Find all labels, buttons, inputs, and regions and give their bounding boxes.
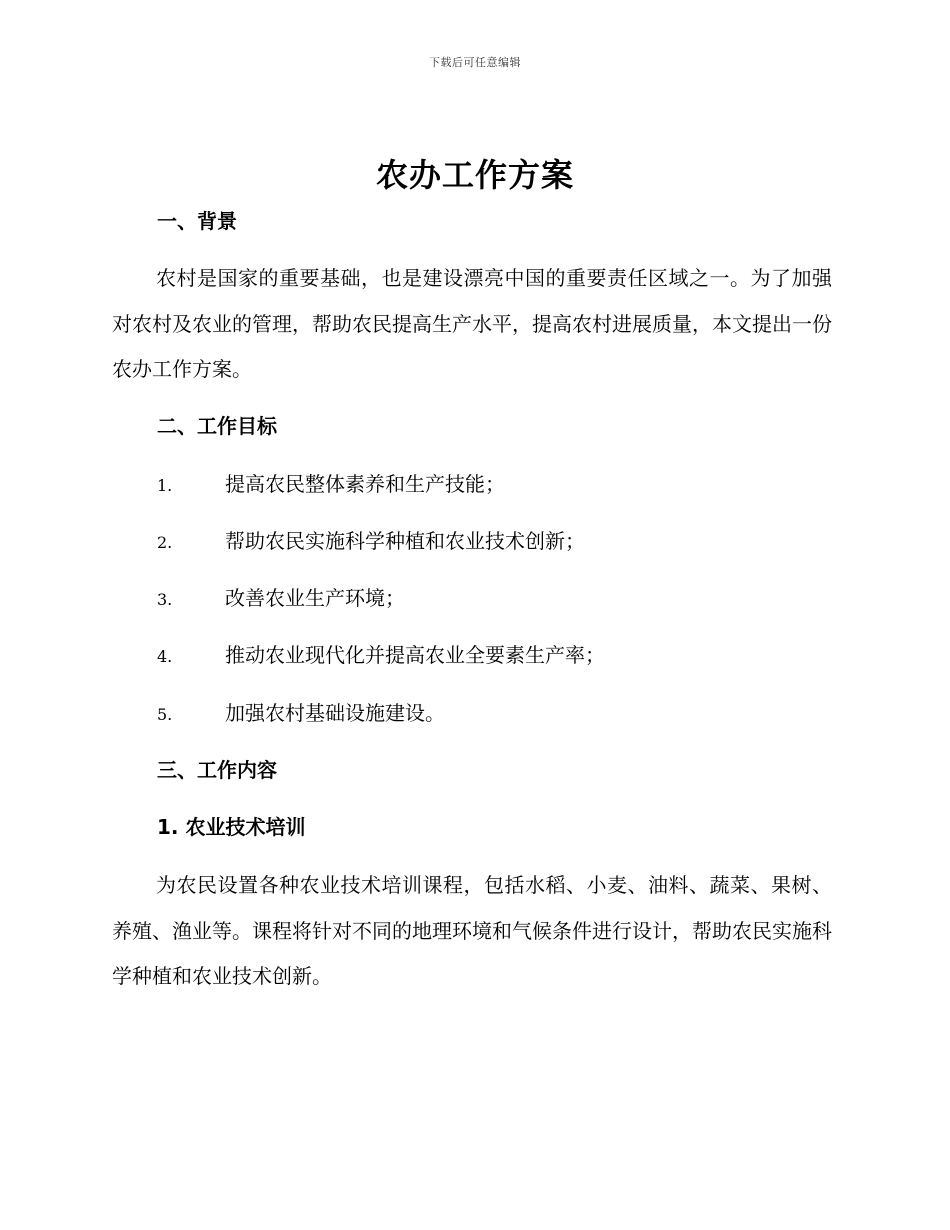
document-title: 农办工作方案 bbox=[375, 156, 574, 194]
subsection-heading-training: 1. 农业技术培训 bbox=[157, 815, 306, 839]
list-text: 改善农业生产环境； bbox=[225, 586, 405, 610]
list-text: 推动农业现代化并提高农业全要素生产率； bbox=[225, 643, 605, 667]
goal-list-item bbox=[157, 699, 445, 729]
list-text: 加强农村基础设施建设。 bbox=[225, 701, 445, 725]
background-paragraph: 农村是国家的重要基础，也是建设漂亮中国的重要责任区域之一。为了加强对农村及农业的管理，帮助农民提高生产水平，提高农村进展质量，本文提出一份农办工作方案。 bbox=[112, 266, 832, 381]
goal-list-item bbox=[157, 527, 585, 557]
list-text: 提高农民整体素养和生产技能； bbox=[225, 472, 505, 496]
list-text: 帮助农民实施科学种植和农业技术创新； bbox=[225, 529, 585, 553]
list-number: 3. bbox=[157, 590, 173, 609]
list-number: 4. bbox=[157, 647, 173, 666]
section-heading-goals: 二、工作目标 bbox=[157, 414, 277, 438]
goal-list-item bbox=[157, 470, 505, 500]
list-number: 1. bbox=[157, 476, 173, 495]
training-paragraph: 为农民设置各种农业技术培训课程，包括水稻、小麦、油料、蔬菜、果树、养殖、渔业等。课程将针对不同的地理环境和气候条件进行设计，帮助农民实施科学种植和农业技术创新。 bbox=[112, 873, 832, 988]
section-heading-content: 三、工作内容 bbox=[157, 758, 277, 782]
list-number: 5. bbox=[157, 705, 173, 724]
list-number: 2. bbox=[157, 533, 173, 552]
goal-list-item bbox=[157, 584, 405, 614]
section-heading-background: 一、背景 bbox=[157, 209, 237, 233]
goal-list-item bbox=[157, 641, 605, 671]
header-note: 下载后可任意编辑 bbox=[429, 56, 521, 69]
